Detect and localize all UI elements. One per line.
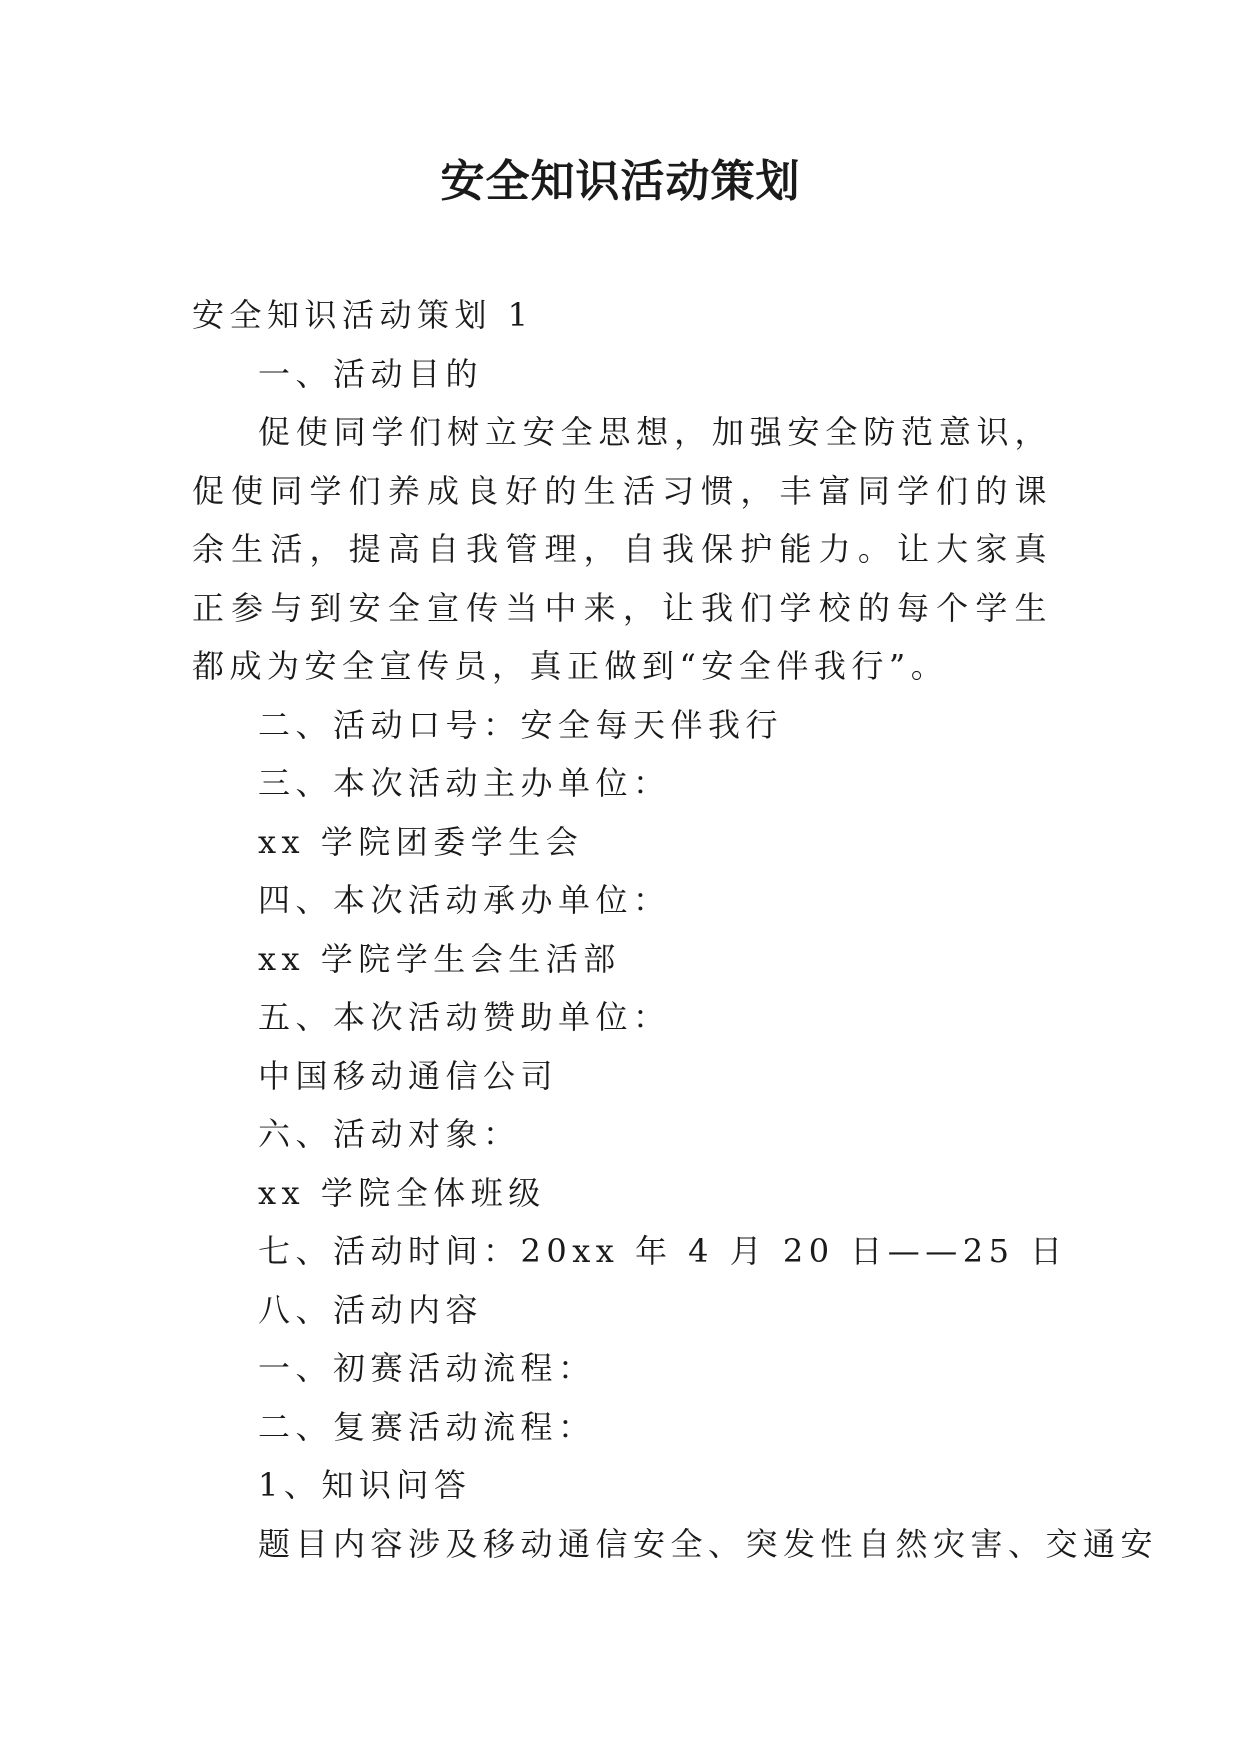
semifinal-heading: 二、复赛活动流程： (258, 1407, 596, 1446)
preliminary-heading: 一、初赛活动流程： (258, 1349, 596, 1387)
purpose-paragraph: 促使同学们树立安全思想，加强安全防范意识，促使同学们养成良好的生活习惯，丰富同学们的课余生活，提高自我管理，自我保护能力。让大家真正参与到安全宣传当中来，让我们学校的每个学生都成为安全宣传员，真正做到“安全伴我行”。 (192, 413, 1052, 685)
sponsor-heading: 五、本次活动赞助单位： (258, 998, 671, 1036)
undertaker-value: xx 学院学生会生活部 (258, 939, 621, 978)
purpose-heading: 一、活动目的 (258, 354, 484, 393)
organizer-heading: 三、本次活动主办单位： (258, 764, 671, 802)
quiz-heading: 1、知识问答 (258, 1466, 472, 1504)
audience-value: xx 学院全体班级 (258, 1173, 546, 1212)
sponsor-value: 中国移动通信公司 (258, 1056, 559, 1095)
organizer-value: xx 学院团委学生会 (258, 822, 584, 861)
document-title: 安全知识活动策划 (440, 156, 801, 207)
document-body (192, 286, 1159, 1573)
slogan-line: 二、活动口号：安全每天伴我行 (258, 705, 784, 744)
time-line: 七、活动时间：20xx 年 4 月 20 日——25 日 (258, 1232, 1068, 1270)
section-heading: 安全知识活动策划 1 (192, 296, 534, 334)
content-heading: 八、活动内容 (258, 1290, 484, 1329)
quiz-text: 题目内容涉及移动通信安全、突发性自然灾害、交通安 (258, 1524, 1159, 1563)
undertaker-heading: 四、本次活动承办单位： (258, 881, 671, 919)
audience-heading: 六、活动对象： (258, 1115, 521, 1153)
